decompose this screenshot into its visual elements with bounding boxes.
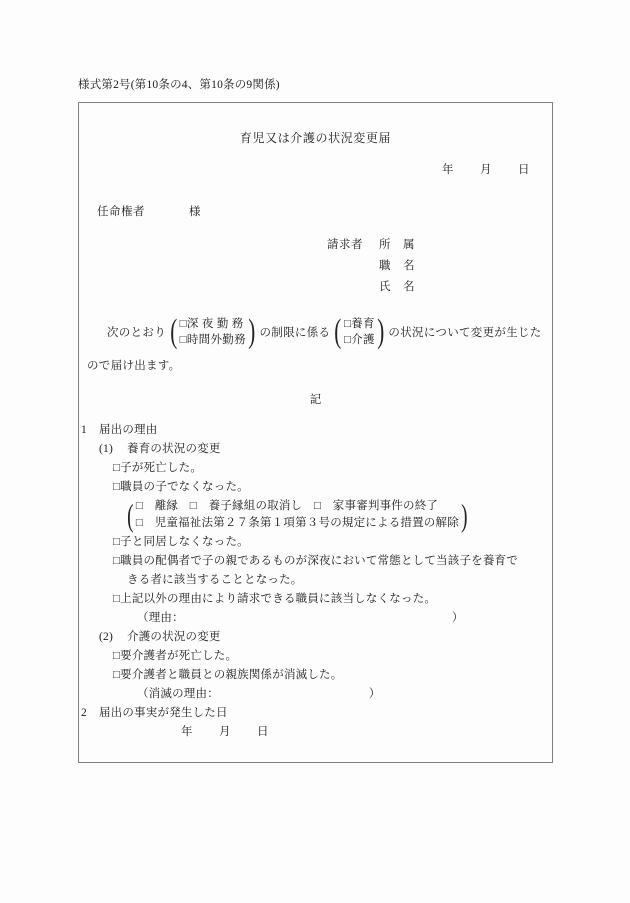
reason-close-1: ） xyxy=(451,612,464,624)
subsection-1-1-heading xyxy=(81,440,546,459)
statement-lead: 次のとおり xyxy=(107,327,166,339)
occurrence-date-line[interactable] xyxy=(81,723,546,742)
reason-input-row-1[interactable] xyxy=(81,609,546,628)
page-title: 育児又は介護の状況変更届 xyxy=(239,131,392,145)
checkbox-dissolution-row-2[interactable]: □ 児童福祉法第２７条第１項第３号の規定による措置の解除 xyxy=(135,517,459,529)
right-paren-icon-2: ) xyxy=(377,313,385,350)
name-label-b: 名 xyxy=(403,281,415,293)
checkbox-other-reason-ineligible[interactable]: □上記以外の理由により請求できる職員に該当しなくなった。 xyxy=(113,593,437,605)
checkbox-night-work[interactable]: □深 夜 勤 務 xyxy=(179,318,244,330)
left-paren-icon: ( xyxy=(170,313,178,350)
dissolution-bracket-group xyxy=(81,498,546,532)
checkbox-spouse-can-care-cont: きる者に該当することとなった。 xyxy=(127,574,303,586)
date-year-label: 年 xyxy=(442,164,454,176)
right-paren-icon: ) xyxy=(248,313,256,350)
right-paren-icon-3: ) xyxy=(461,497,468,533)
statement-middle: の制限に係る xyxy=(259,327,331,339)
date-month-label: 月 xyxy=(480,164,492,176)
occurrence-month-label: 月 xyxy=(219,726,231,738)
form-inner xyxy=(79,103,552,762)
requester-position-row xyxy=(327,256,415,277)
statement-continuation: ので届け出ます。 xyxy=(87,360,181,372)
section-1-heading xyxy=(81,421,546,440)
checkbox-no-longer-cohabiting[interactable]: □子と同居しなくなった。 xyxy=(113,536,249,548)
requester-block xyxy=(327,235,415,298)
checkbox-care-recipient-deceased[interactable]: □要介護者が死亡した。 xyxy=(113,650,238,662)
ki-marker: 記 xyxy=(309,394,322,406)
recipient-line xyxy=(97,203,201,219)
form-code-label: 様式第2号(第10条の4、第10条の9関係) xyxy=(78,79,280,91)
care-type-options xyxy=(344,316,375,348)
subsection-1-2-title: 介護の状況の変更 xyxy=(127,631,221,643)
reason-close-2: ） xyxy=(368,688,381,700)
left-paren-icon-3: ( xyxy=(127,497,134,533)
requester-name-row xyxy=(327,277,415,298)
subsection-1-1-number: (1) xyxy=(99,443,114,455)
recipient-honorific: 様 xyxy=(189,206,201,218)
position-label-b: 名 xyxy=(403,260,415,272)
recipient-label: 任命権者 xyxy=(97,206,145,218)
checkbox-dissolution-row-1[interactable]: □ 離縁 □ 養子縁組の取消し □ 家事審判事件の終了 xyxy=(135,500,439,512)
work-type-options xyxy=(180,316,246,348)
form-frame xyxy=(78,102,553,763)
name-label-a: 氏 xyxy=(379,281,391,293)
occurrence-year-label: 年 xyxy=(181,726,193,738)
section-1-number: 1 xyxy=(81,424,87,436)
section-2-number: 2 xyxy=(81,707,87,719)
section-2-heading xyxy=(81,704,546,723)
checkbox-childcare[interactable]: □養育 xyxy=(343,318,375,330)
subsection-1-2-number: (2) xyxy=(99,631,114,643)
care-type-choice-group xyxy=(332,315,386,349)
section-1-title: 届出の理由 xyxy=(98,424,158,436)
checkbox-nursing-care[interactable]: □介護 xyxy=(343,334,375,346)
checkbox-child-deceased[interactable]: □子が死亡した。 xyxy=(113,462,203,474)
statement-sentence xyxy=(107,315,542,349)
affiliation-label-a: 所 xyxy=(379,239,391,251)
requester-affiliation-row xyxy=(327,235,415,256)
subsection-1-2-heading xyxy=(81,628,546,647)
position-label-a: 職 xyxy=(379,260,391,272)
requester-label: 請求者 xyxy=(327,239,363,251)
left-paren-icon-2: ( xyxy=(334,313,342,350)
work-type-choice-group xyxy=(168,315,258,349)
checkbox-relationship-ended[interactable]: □要介護者と職員との親族関係が消滅した。 xyxy=(113,669,343,681)
subsection-1-1-title: 養育の状況の変更 xyxy=(127,443,221,455)
checkbox-spouse-can-care[interactable]: □職員の配偶者で子の親であるものが深夜において常態として当該子を養育で xyxy=(113,555,518,567)
checkbox-overtime-work[interactable]: □時間外勤務 xyxy=(179,334,246,346)
occurrence-day-label: 日 xyxy=(257,726,269,738)
reason-input-row-2[interactable] xyxy=(81,685,546,704)
section-2-title: 届出の事実が発生した日 xyxy=(98,707,228,719)
affiliation-label-b: 属 xyxy=(403,239,415,251)
statement-tail: の状況について変更が生じた xyxy=(388,327,542,339)
dissolution-options xyxy=(136,498,459,532)
form-body-content xyxy=(81,421,546,742)
date-day-label: 日 xyxy=(518,164,530,176)
reason-label-1: （理由： xyxy=(137,612,184,624)
checkbox-no-longer-child[interactable]: □職員の子でなくなった。 xyxy=(113,481,249,493)
submission-date-line xyxy=(442,161,530,177)
reason-label-2: （消滅の理由： xyxy=(137,688,219,700)
